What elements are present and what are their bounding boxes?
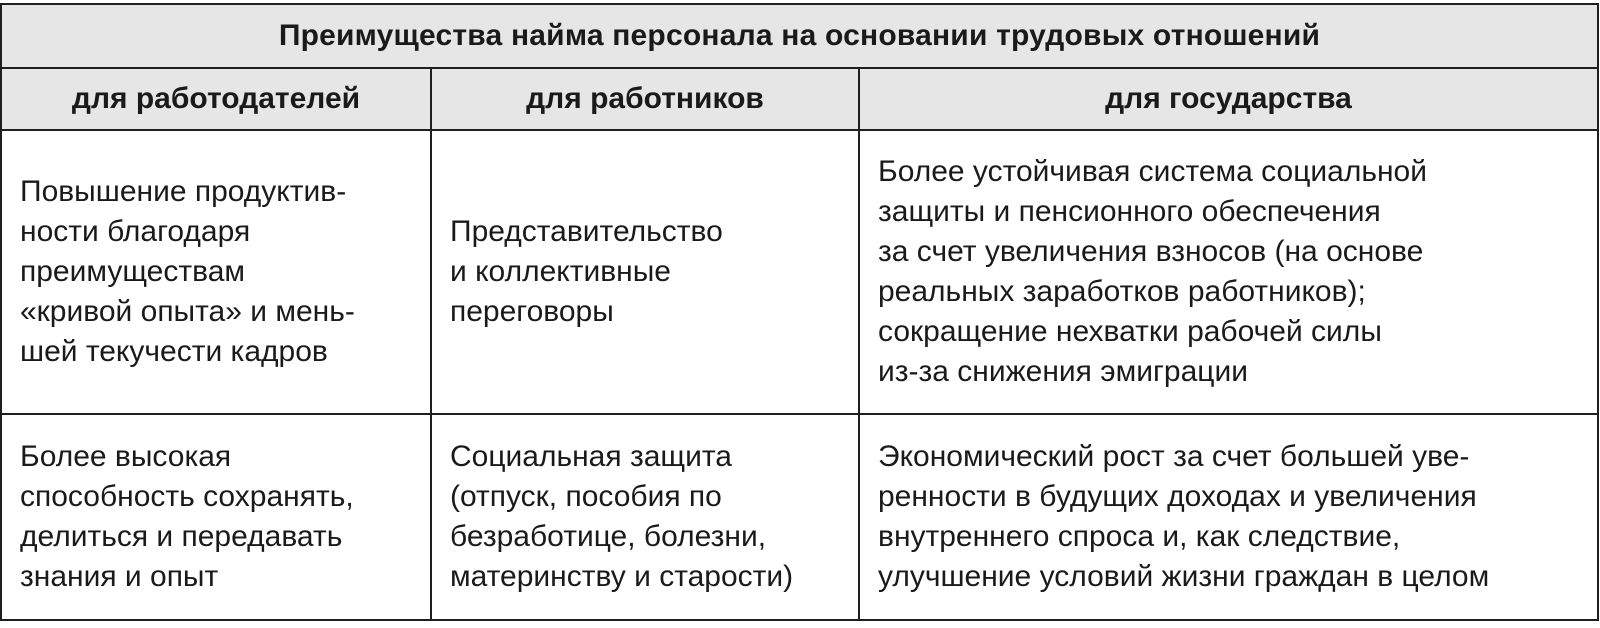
- text-line: Повышение продуктив-: [20, 175, 347, 208]
- header-state: для государства: [1105, 82, 1352, 115]
- text-line: и коллективные: [450, 255, 671, 288]
- table-title: Преимущества найма персонала на основании трудовых отношений: [2, 5, 1597, 69]
- table-row: [2, 131, 1597, 415]
- text-line: сокращение нехватки рабочей силы: [878, 315, 1382, 348]
- cell-employees: [450, 415, 854, 619]
- text-line: материнству и старости): [450, 560, 794, 593]
- text-line: улучшение условий жизни граждан в целом: [878, 560, 1490, 593]
- text-line: Экономический рост за счет большей уве-: [878, 440, 1470, 473]
- cell-employees: [450, 131, 854, 413]
- text-line: (отпуск, пособия по: [450, 480, 722, 513]
- cell-state: [878, 131, 1596, 413]
- text-line: за счет увеличения взносов (на основе: [878, 235, 1424, 268]
- text-line: переговоры: [450, 295, 614, 328]
- text-line: Более устойчивая система социальной: [878, 155, 1427, 188]
- text-line: защиты и пенсионного обеспечения: [878, 195, 1381, 228]
- text-line: ности благодаря: [20, 215, 251, 248]
- text-line: Представительство: [450, 215, 723, 248]
- text-line: знания и опыт: [20, 560, 219, 593]
- header-employers: для работодателей: [71, 82, 361, 115]
- text-line: внутреннего спроса и, как следствие,: [878, 520, 1401, 553]
- text-line: Более высокая: [20, 440, 232, 473]
- text-line: делиться и передавать: [20, 520, 343, 553]
- cell-state: [878, 415, 1596, 619]
- cell-employers: [20, 131, 430, 413]
- text-line: «кривой опыта» и мень-: [20, 295, 355, 328]
- table-row: [2, 415, 1597, 619]
- text-line: реальных заработков работников);: [878, 275, 1366, 308]
- table-header-row: [2, 69, 1597, 131]
- benefits-table: [0, 3, 1599, 621]
- text-line: из-за снижения эмиграции: [878, 355, 1248, 388]
- cell-employers: [20, 415, 430, 619]
- text-line: Социальная защита: [450, 440, 732, 473]
- header-employees: для работников: [526, 82, 764, 115]
- text-line: ренности в будущих доходах и увеличения: [878, 480, 1477, 513]
- text-line: безработице, болезни,: [450, 520, 767, 553]
- text-line: способность сохранять,: [20, 480, 354, 513]
- text-line: шей текучести кадров: [20, 335, 328, 368]
- text-line: преимуществам: [20, 255, 246, 288]
